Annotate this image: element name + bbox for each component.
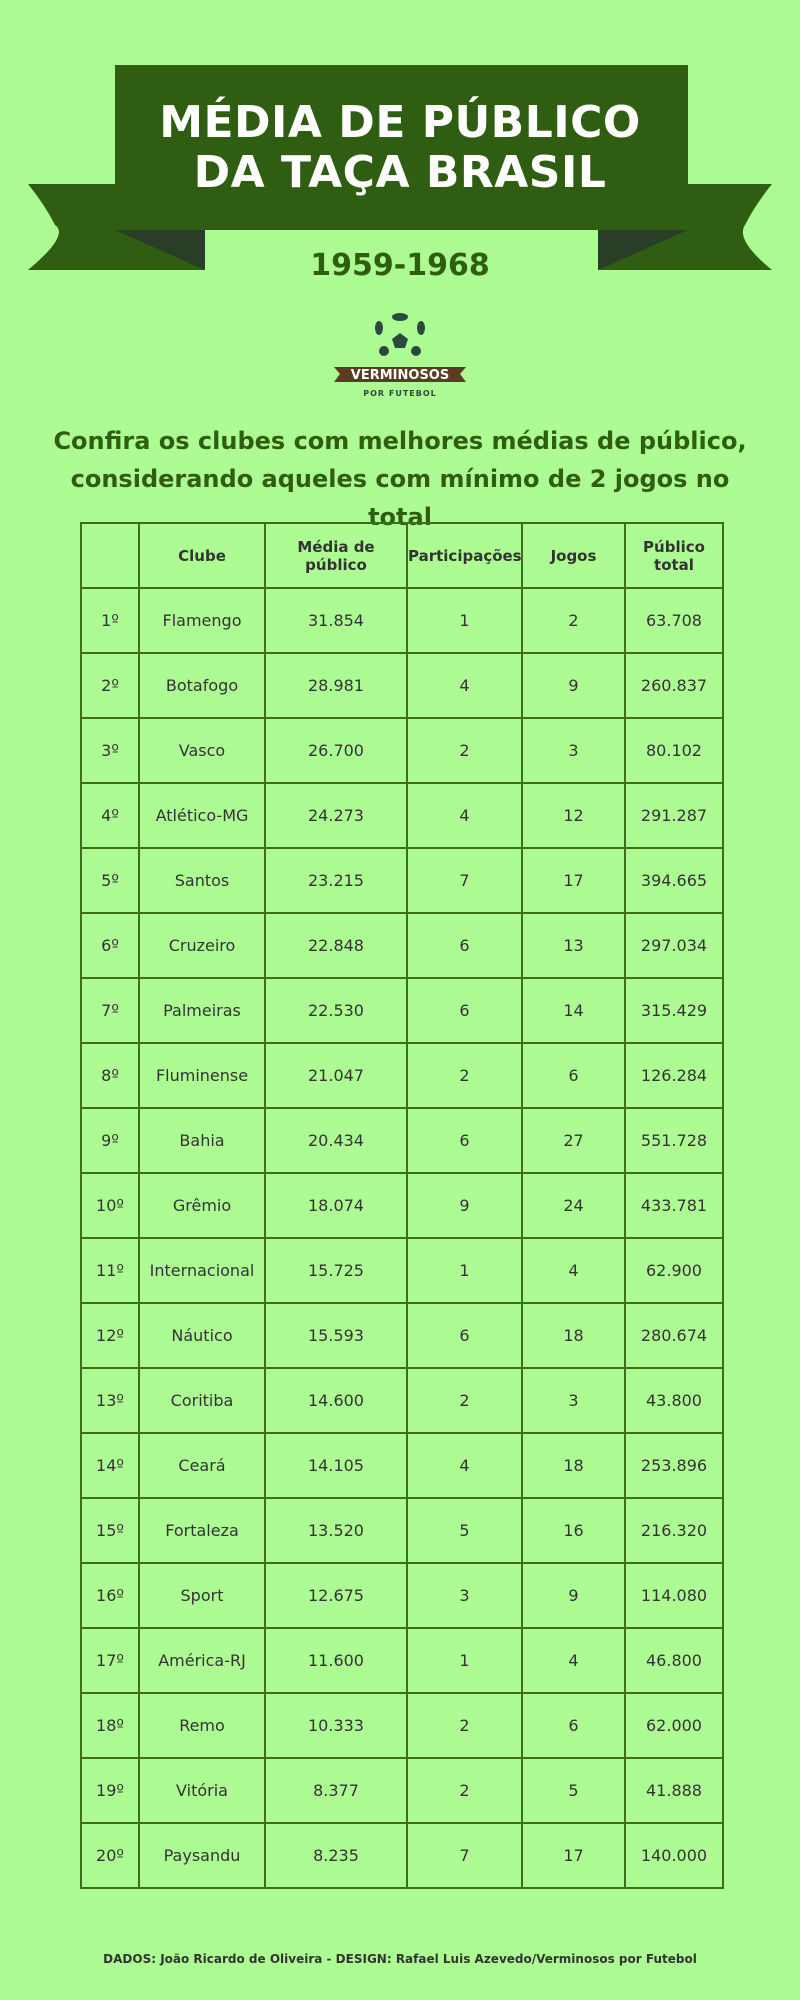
cell-participations: 1 — [407, 1628, 522, 1693]
cell-rank: 13º — [81, 1368, 139, 1433]
cell-participations: 6 — [407, 1303, 522, 1368]
cell-average: 14.105 — [265, 1433, 407, 1498]
cell-participations: 9 — [407, 1173, 522, 1238]
cell-rank: 10º — [81, 1173, 139, 1238]
cell-participations: 1 — [407, 588, 522, 653]
cell-games: 24 — [522, 1173, 625, 1238]
cell-participations: 7 — [407, 1823, 522, 1888]
cell-participations: 6 — [407, 978, 522, 1043]
cell-games: 3 — [522, 718, 625, 783]
cell-rank: 18º — [81, 1693, 139, 1758]
cell-club: América-RJ — [139, 1628, 265, 1693]
cell-games: 27 — [522, 1108, 625, 1173]
cell-average: 21.047 — [265, 1043, 407, 1108]
table-row — [81, 1173, 723, 1238]
cell-average: 28.981 — [265, 653, 407, 718]
cell-total: 46.800 — [625, 1628, 723, 1693]
table-row — [81, 1238, 723, 1303]
cell-rank: 1º — [81, 588, 139, 653]
cell-total: 394.665 — [625, 848, 723, 913]
subtitle-line-1: Confira os clubes com melhores médias de público, — [53, 427, 747, 455]
cell-games: 3 — [522, 1368, 625, 1433]
cell-average: 31.854 — [265, 588, 407, 653]
cell-games: 14 — [522, 978, 625, 1043]
cell-games: 18 — [522, 1433, 625, 1498]
cell-club: Paysandu — [139, 1823, 265, 1888]
cell-club: Botafogo — [139, 653, 265, 718]
cell-rank: 6º — [81, 913, 139, 978]
cell-average: 24.273 — [265, 783, 407, 848]
cell-participations: 4 — [407, 1433, 522, 1498]
cell-total: 280.674 — [625, 1303, 723, 1368]
cell-club: Internacional — [139, 1238, 265, 1303]
cell-games: 16 — [522, 1498, 625, 1563]
logo-name: VERMINOSOS — [350, 368, 450, 383]
cell-club: Palmeiras — [139, 978, 265, 1043]
cell-participations: 2 — [407, 1693, 522, 1758]
cell-rank: 19º — [81, 1758, 139, 1823]
cell-total: 126.284 — [625, 1043, 723, 1108]
cell-games: 5 — [522, 1758, 625, 1823]
cell-participations: 2 — [407, 1758, 522, 1823]
cell-total: 433.781 — [625, 1173, 723, 1238]
cell-average: 23.215 — [265, 848, 407, 913]
cell-total: 253.896 — [625, 1433, 723, 1498]
cell-total: 297.034 — [625, 913, 723, 978]
cell-average: 12.675 — [265, 1563, 407, 1628]
cell-participations: 1 — [407, 1238, 522, 1303]
table-row — [81, 1368, 723, 1433]
cell-club: Bahia — [139, 1108, 265, 1173]
table-row — [81, 1498, 723, 1563]
cell-games: 4 — [522, 1628, 625, 1693]
table-row — [81, 848, 723, 913]
cell-average: 26.700 — [265, 718, 407, 783]
cell-rank: 8º — [81, 1043, 139, 1108]
cell-total: 63.708 — [625, 588, 723, 653]
title-line-2: DA TAÇA BRASIL — [193, 147, 607, 198]
cell-average: 22.530 — [265, 978, 407, 1043]
cell-participations: 2 — [407, 1368, 522, 1433]
cell-total: 140.000 — [625, 1823, 723, 1888]
cell-club: Remo — [139, 1693, 265, 1758]
credits-footer: DADOS: João Ricardo de Oliveira - DESIGN: Rafael Luis Azevedo/Verminosos por Futebol — [103, 1952, 697, 1966]
verminosos-logo — [330, 310, 470, 400]
header-games: Jogos — [522, 523, 625, 588]
ranking-table — [80, 522, 724, 1889]
table-row — [81, 1693, 723, 1758]
cell-participations: 4 — [407, 653, 522, 718]
cell-games: 18 — [522, 1303, 625, 1368]
cell-games: 17 — [522, 848, 625, 913]
cell-rank: 15º — [81, 1498, 139, 1563]
cell-participations: 6 — [407, 913, 522, 978]
table-row — [81, 1758, 723, 1823]
subtitle — [40, 422, 760, 536]
cell-games: 4 — [522, 1238, 625, 1303]
cell-participations: 3 — [407, 1563, 522, 1628]
cell-rank: 14º — [81, 1433, 139, 1498]
cell-club: Sport — [139, 1563, 265, 1628]
cell-total: 80.102 — [625, 718, 723, 783]
header-average: Média de público — [265, 523, 407, 588]
cell-total: 43.800 — [625, 1368, 723, 1433]
cell-games: 12 — [522, 783, 625, 848]
years-range: 1959-1968 — [310, 248, 490, 283]
cell-rank: 4º — [81, 783, 139, 848]
cell-rank: 12º — [81, 1303, 139, 1368]
cell-average: 11.600 — [265, 1628, 407, 1693]
logo-tagline: POR FUTEBOL — [363, 389, 437, 398]
table-row — [81, 718, 723, 783]
cell-club: Flamengo — [139, 588, 265, 653]
table-row — [81, 1303, 723, 1368]
cell-games: 2 — [522, 588, 625, 653]
cell-club: Santos — [139, 848, 265, 913]
cell-rank: 3º — [81, 718, 139, 783]
cell-games: 17 — [522, 1823, 625, 1888]
cell-club: Fluminense — [139, 1043, 265, 1108]
cell-games: 9 — [522, 653, 625, 718]
cell-total: 260.837 — [625, 653, 723, 718]
cell-club: Ceará — [139, 1433, 265, 1498]
cell-average: 15.725 — [265, 1238, 407, 1303]
cell-average: 14.600 — [265, 1368, 407, 1433]
cell-average: 18.074 — [265, 1173, 407, 1238]
table-row — [81, 1108, 723, 1173]
cell-average: 22.848 — [265, 913, 407, 978]
cell-total: 41.888 — [625, 1758, 723, 1823]
table-row — [81, 1433, 723, 1498]
header-rank — [81, 523, 139, 588]
title-banner — [0, 0, 800, 280]
page-title — [110, 98, 690, 198]
cell-rank: 9º — [81, 1108, 139, 1173]
cell-participations: 4 — [407, 783, 522, 848]
cell-games: 6 — [522, 1043, 625, 1108]
table-row — [81, 1628, 723, 1693]
cell-average: 8.377 — [265, 1758, 407, 1823]
cell-rank: 11º — [81, 1238, 139, 1303]
table-row — [81, 1563, 723, 1628]
cell-rank: 7º — [81, 978, 139, 1043]
cell-club: Vasco — [139, 718, 265, 783]
table-header-row — [81, 523, 723, 588]
table-row — [81, 653, 723, 718]
cell-club: Coritiba — [139, 1368, 265, 1433]
cell-average: 13.520 — [265, 1498, 407, 1563]
cell-club: Fortaleza — [139, 1498, 265, 1563]
table-row — [81, 1823, 723, 1888]
cell-rank: 20º — [81, 1823, 139, 1888]
cell-total: 114.080 — [625, 1563, 723, 1628]
cell-total: 291.287 — [625, 783, 723, 848]
cell-total: 315.429 — [625, 978, 723, 1043]
cell-games: 6 — [522, 1693, 625, 1758]
soccer-ball-icon — [330, 310, 470, 400]
table-row — [81, 913, 723, 978]
cell-participations: 5 — [407, 1498, 522, 1563]
cell-club: Atlético-MG — [139, 783, 265, 848]
header-participations: Participações — [407, 523, 522, 588]
table-row — [81, 1043, 723, 1108]
title-line-1: MÉDIA DE PÚBLICO — [159, 97, 641, 148]
table-row — [81, 978, 723, 1043]
cell-total: 216.320 — [625, 1498, 723, 1563]
cell-total: 62.900 — [625, 1238, 723, 1303]
cell-average: 15.593 — [265, 1303, 407, 1368]
cell-rank: 2º — [81, 653, 139, 718]
subtitle-line-2: considerando aqueles com mínimo de 2 jogos no total — [70, 465, 730, 531]
cell-average: 20.434 — [265, 1108, 407, 1173]
header-club: Clube — [139, 523, 265, 588]
cell-rank: 5º — [81, 848, 139, 913]
cell-average: 8.235 — [265, 1823, 407, 1888]
table-body — [81, 588, 723, 1888]
cell-club: Vitória — [139, 1758, 265, 1823]
cell-total: 551.728 — [625, 1108, 723, 1173]
cell-participations: 6 — [407, 1108, 522, 1173]
header-total: Público total — [625, 523, 723, 588]
cell-club: Náutico — [139, 1303, 265, 1368]
cell-participations: 2 — [407, 1043, 522, 1108]
cell-rank: 17º — [81, 1628, 139, 1693]
cell-games: 9 — [522, 1563, 625, 1628]
cell-games: 13 — [522, 913, 625, 978]
cell-club: Grêmio — [139, 1173, 265, 1238]
cell-total: 62.000 — [625, 1693, 723, 1758]
table-row — [81, 783, 723, 848]
cell-participations: 7 — [407, 848, 522, 913]
cell-average: 10.333 — [265, 1693, 407, 1758]
cell-club: Cruzeiro — [139, 913, 265, 978]
cell-participations: 2 — [407, 718, 522, 783]
table-row — [81, 588, 723, 653]
cell-rank: 16º — [81, 1563, 139, 1628]
